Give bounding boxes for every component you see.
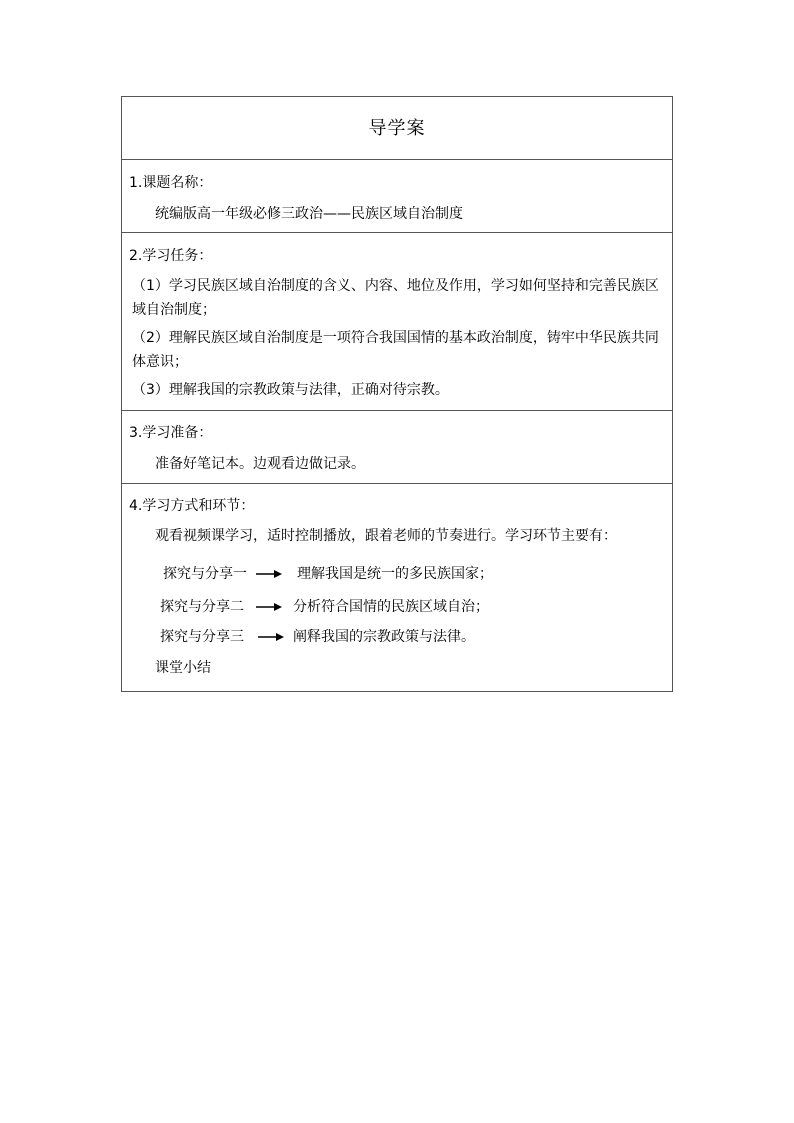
topic-heading: 1.课题名称： xyxy=(129,175,213,191)
preparation-section xyxy=(122,411,672,484)
study-guide-table xyxy=(121,96,673,692)
method-heading: 4.学习方式和环节： xyxy=(129,498,255,514)
step-1-desc: 理解我国是统一的多民族国家； xyxy=(297,566,493,582)
page-title: 导学案 xyxy=(368,118,426,139)
task-item-1: （1）学习民族区域自治制度的含义、内容、地位及作用，学习如何坚持和完善民族区域自治制度； xyxy=(132,278,659,318)
arrow-right-icon xyxy=(256,602,282,612)
summary-label: 课堂小结 xyxy=(155,660,211,676)
step-2-desc: 分析符合国情的民族区域自治； xyxy=(293,599,489,615)
task-item-2: （2）理解民族区域自治制度是一项符合我国国情的基本政治制度，铸牢中华民族共同体意识； xyxy=(132,330,659,370)
step-2-label: 探究与分享二 xyxy=(160,599,244,615)
method-section xyxy=(122,484,672,691)
topic-section xyxy=(122,160,672,233)
title-row xyxy=(122,97,672,160)
tasks-heading: 2.学习任务： xyxy=(129,248,213,264)
preparation-heading: 3.学习准备： xyxy=(129,425,213,441)
step-1-label: 探究与分享一 xyxy=(163,566,247,582)
topic-content: 统编版高一年级必修三政治——民族区域自治制度 xyxy=(155,206,463,222)
task-item-3: （3）理解我国的宗教政策与法律，正确对待宗教。 xyxy=(132,382,449,398)
tasks-section xyxy=(122,233,672,411)
step-3-desc: 阐释我国的宗教政策与法律。 xyxy=(293,629,475,645)
method-intro: 观看视频课学习，适时控制播放，跟着老师的节奏进行。学习环节主要有： xyxy=(155,528,617,544)
preparation-content: 准备好笔记本。边观看边做记录。 xyxy=(155,456,365,472)
arrow-right-icon xyxy=(256,569,282,579)
arrow-right-icon xyxy=(258,632,284,642)
step-3-label: 探究与分享三 xyxy=(160,629,244,645)
